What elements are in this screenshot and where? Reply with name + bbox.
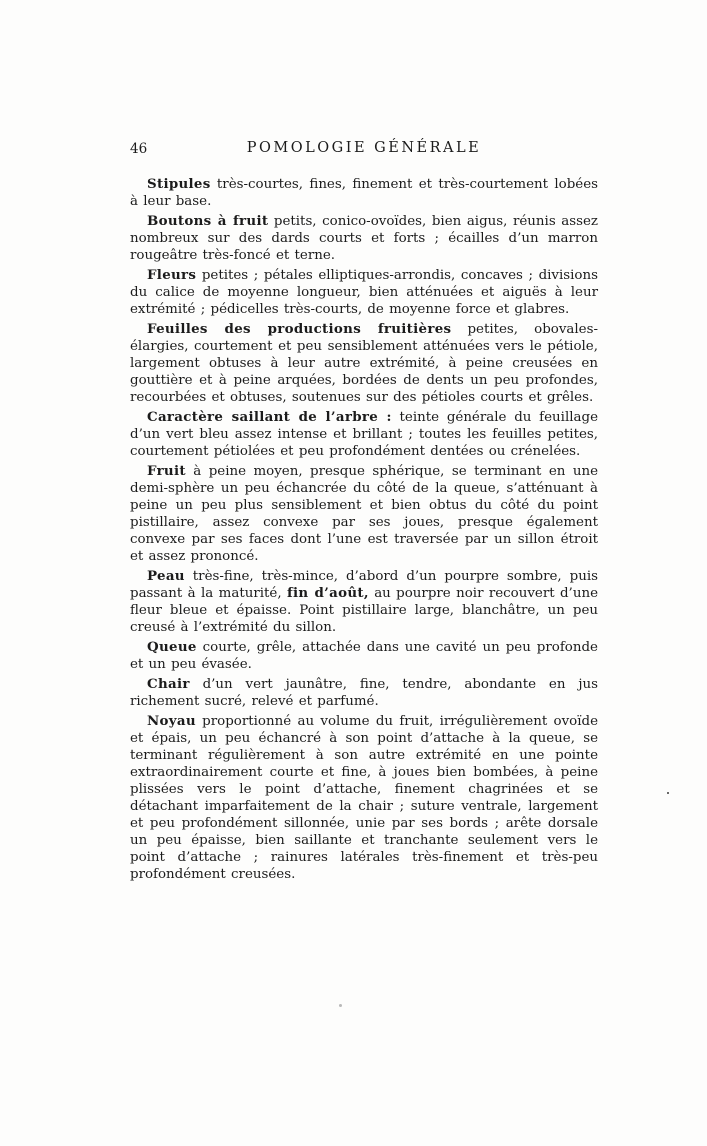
scan-speck: [339, 1004, 342, 1007]
running-head: [130, 140, 598, 160]
paragraph-text: proportionné au volume du fruit, irrégulièrement ovoïde et épais, un peu échancré à son point d’attache à la queue, se terminant régulièrement à son autre extrémité en une pointe extraordinairement courte et fine, à joues bien bombées, à peine plissées vers le point d’attache, finement chagrinées et se détachant imparfaitement de la chair ; suture ventrale, largement et peu profondément sillonnée, unie par ses bords ; arête dorsale un peu épaisse, bien saillante et tranchante seulement vers le point d’attache ; rainures latérales très-finement et très-peu profondément creusées.: [130, 714, 598, 882]
lead-word: Chair: [147, 676, 190, 692]
lead-word: Peau: [147, 568, 185, 584]
lead-word: Feuilles des productions fruitières: [147, 321, 452, 337]
paragraph: [130, 463, 598, 565]
paragraph: [130, 639, 598, 673]
paragraph: [130, 176, 598, 210]
paragraph-text: petits, conico-ovoïdes, bien aigus, réunis assez nombreux sur des dards courts et forts ; écailles d’un marron rougeâtre très-foncé et terne.: [130, 214, 598, 263]
lead-word: Fleurs: [147, 267, 197, 283]
page-number: 46: [130, 141, 148, 157]
paragraph-text: d’un vert jaunâtre, fine, tendre, abondante en jus richement sucré, relevé et parfumé.: [130, 677, 598, 709]
lead-word: Noyau: [147, 713, 196, 729]
lead-word: Boutons à fruit: [147, 213, 269, 229]
text-block: [130, 176, 598, 886]
lead-word: fin d’août,: [286, 585, 369, 601]
paragraph: [130, 267, 598, 318]
paragraph: [130, 409, 598, 460]
paragraph: [130, 713, 598, 883]
paragraph-text: très-fine, très-mince, d’abord d’un pourpre sombre, puis passant à la maturité,: [130, 569, 598, 601]
paragraph-text: petites, obovales-élargies, courtement et peu sensiblement atténuées vers le pétiole, largement obtuses à leur autre extrémité, à peine creusées en gouttière et à peine arquées, bordées de dents un peu profondes, recourbées et obtuses, soutenues sur des pétioles courts et grêles.: [130, 322, 598, 405]
lead-word: Caractère saillant de l’arbre :: [147, 409, 392, 425]
lead-word: Queue: [147, 639, 197, 655]
paragraph: [130, 213, 598, 264]
running-title: POMOLOGIE GÉNÉRALE: [246, 140, 482, 156]
paragraph: [130, 568, 598, 636]
paragraph-text: teinte générale du feuillage d’un vert bleu assez intense et brillant ; toutes les feuilles petites, courtement pétiolées et peu profondément dentées ou crénelées.: [130, 410, 598, 459]
paragraph: [130, 321, 598, 406]
paragraph-text: au pourpre noir recouvert d’une fleur bleue et épaisse. Point pistillaire large, blanchâtre, un peu creusé à l’extrémité du sillon.: [130, 586, 598, 635]
paragraph-text: très-courtes, fines, finement et très-courtement lobées à leur base.: [130, 177, 598, 209]
paragraph-text: courte, grêle, attachée dans une cavité un peu profonde et un peu évasée.: [130, 640, 598, 672]
paragraph-text: petites ; pétales elliptiques-arrondis, concaves ; divisions du calice de moyenne longueur, bien atténuées et aiguës à leur extrémité ; pédicelles très-courts, de moyenne force et glabres.: [130, 268, 598, 317]
paragraph: [130, 676, 598, 710]
lead-word: Fruit: [147, 463, 186, 479]
scan-speck: [667, 792, 669, 794]
paragraph-text: à peine moyen, presque sphérique, se terminant en une demi-sphère un peu échancrée du côté de la queue, s’atténuant à peine un peu plus sensiblement et bien obtus du côté du point pistillaire, assez convexe par ses joues, presque également convexe par ses faces dont l’une est traversée par un sillon étroit et assez prononcé.: [130, 464, 598, 564]
lead-word: Stipules: [147, 176, 211, 192]
